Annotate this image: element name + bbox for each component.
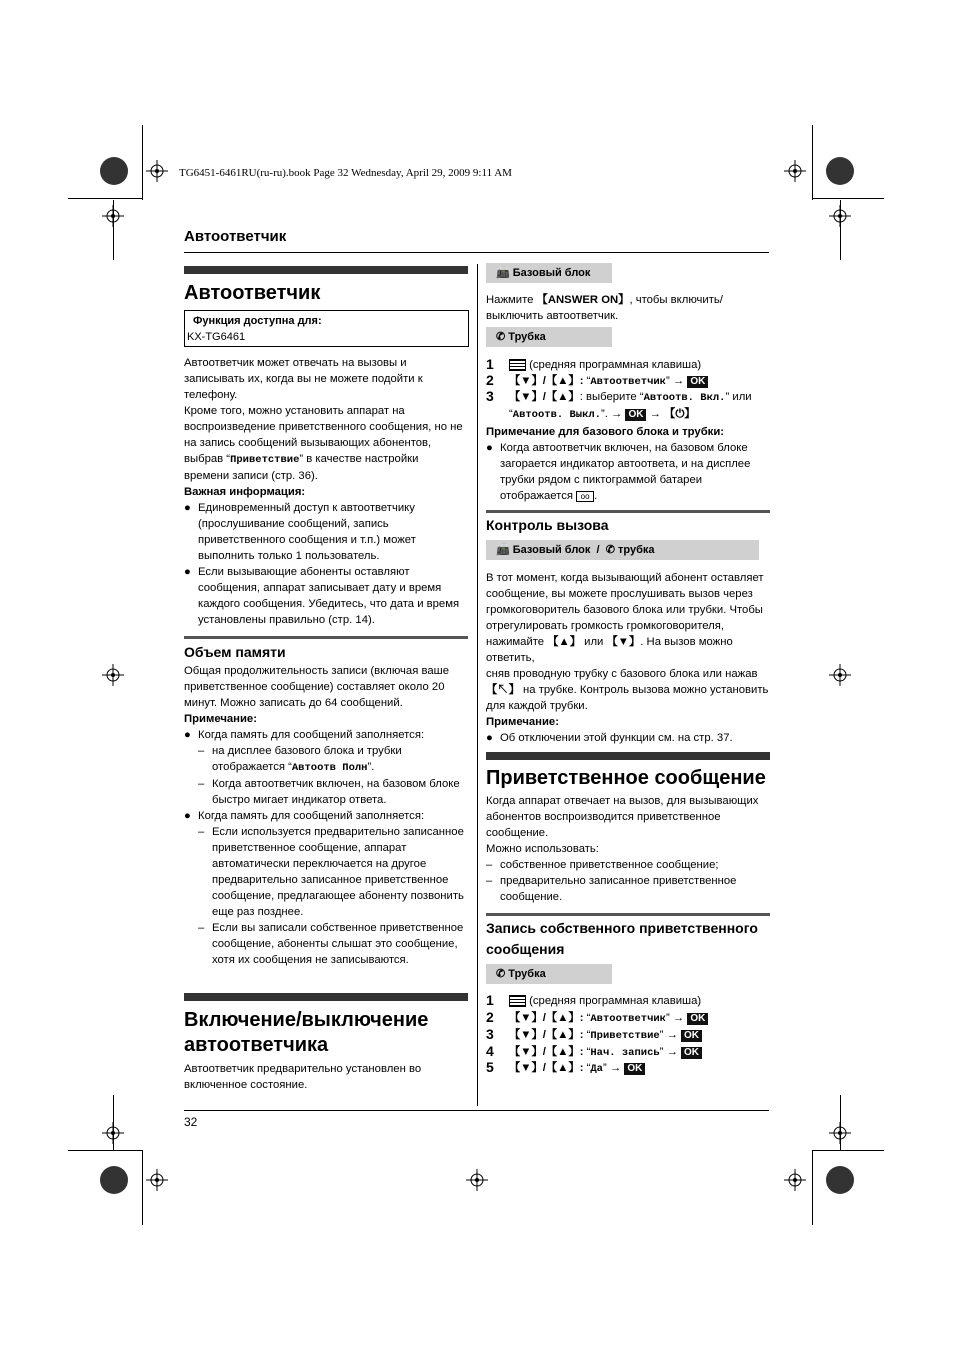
section-rule	[486, 510, 770, 513]
step-3: 【▼】/【▲】: выберите “Автоотв. Вкл.” или “Автоотв. Выкл.”. → OK → 【⏻】	[509, 391, 752, 421]
list-item: – собственное приветственное сообщение;	[486, 859, 719, 871]
handset-icon: ✆	[496, 331, 506, 343]
list-item: ● Об отключении этой функции см. на стр. 37.	[486, 732, 733, 744]
chip-base-and-handset: 📠 Базовый блок / ✆ трубка	[486, 540, 759, 560]
color-target-icon	[826, 157, 854, 185]
registration-target-icon	[829, 1122, 851, 1144]
rec-step-3: 【▼】/【▲】: “Приветствие” → OK	[509, 1027, 702, 1044]
list-item: – Когда автоответчик включен, на базовом блоке быстро мигает индикатор ответа.	[198, 778, 460, 806]
step-number: 2	[486, 1009, 494, 1025]
step-number: 2	[486, 372, 494, 388]
registration-target-icon	[102, 1122, 124, 1144]
step-number: 3	[486, 388, 494, 404]
header-rule	[184, 252, 769, 253]
availability-box	[184, 310, 469, 347]
intro-text: Автоответчик может отвечать на вызовы и записывать их, когда вы не можете подойти к телефону. Кроме того, можно установить аппарат на воспроизведение приветственного сообщения, но не на запись сообщений вызывающих абонентов, выбрав “Приветствие” в качестве настройки времени записи (стр. 36). Важная информация: ● Единовременный доступ к автоответчику (прослушивание сообщений, запись приветственного сообщения и т.п.) может выполнить только 1 пользователь. ● Если вызывающие абоненты оставляют сообщения, аппарат записывает дату и время каждого сообщения. Убедитесь, что дата и время установлены правильно (стр. 14).	[184, 355, 469, 628]
page-number: 32	[184, 1115, 198, 1129]
section-bar	[184, 993, 468, 1001]
greeting-text: Когда аппарат отвечает на вызов, для вызывающих абонентов воспроизводится приветственное сообщение. Можно использовать: – собственное приветственное сообщение; – предварительно записанное приветственное сообщение.	[486, 793, 771, 905]
step-number: 4	[486, 1043, 494, 1059]
step-number: 1	[486, 992, 494, 1008]
running-title: Автоответчик	[184, 228, 287, 245]
footer-rule	[184, 1110, 769, 1111]
important-label: Важная информация:	[184, 486, 306, 498]
step-number: 3	[486, 1026, 494, 1042]
memory-title: Объем памяти	[184, 644, 286, 660]
answering-machine-icon: oo	[576, 491, 594, 502]
registration-target-icon	[146, 160, 168, 182]
chip-handset: ✆ Трубка	[486, 327, 612, 347]
chip-handset: ✆ Трубка	[486, 964, 612, 984]
step-number: 5	[486, 1059, 494, 1075]
registration-target-icon	[829, 205, 851, 227]
availability-model: KX-TG6461	[187, 331, 246, 343]
note-base-handset: Примечание для базового блока и трубки: ● Когда автоответчик включен, на базовом блоке загорается индикатор автоответа, и на дисплее трубки рядом с пиктограммой батареи отображается oo .	[486, 424, 771, 504]
menu-key-icon	[509, 359, 526, 371]
handset-icon: ✆	[605, 544, 615, 556]
base-unit-icon: 📠	[496, 544, 510, 556]
list-item: – предварительно записанное приветственное сообщение.	[486, 875, 737, 903]
section-bar	[486, 752, 770, 760]
rec-step-1: (средняя программная клавиша)	[509, 993, 701, 1009]
note-label: Примечание:	[184, 713, 257, 725]
color-target-icon	[100, 1166, 128, 1194]
list-item: ● Когда память для сообщений заполняется:	[184, 729, 425, 741]
section-rule	[486, 913, 770, 916]
registration-target-icon	[466, 1169, 488, 1191]
onoff-text: Автоответчик предварительно установлен во включенное состояние.	[184, 1063, 422, 1091]
registration-target-icon	[102, 205, 124, 227]
section-bar	[184, 266, 468, 274]
color-target-icon	[100, 157, 128, 185]
section-rule	[184, 636, 468, 639]
step-2: 【▼】/【▲】: “Автоответчик” → OK	[509, 373, 708, 390]
list-item: – Если используется предварительно записанное приветственное сообщение, аппарат автоматически переключается на другое предварительно записанное приветственное сообщение, предлагающее абоненту позвонить еще раз позднее.	[198, 826, 464, 918]
call-screening-text: В тот момент, когда вызывающий абонент оставляет сообщение, вы можете прослушивать вызов через громкоговоритель базового блока или трубки. Чтобы отрегулировать громкость громкоговорителя, нажимайте 【▲】 или 【▼】. На вызов можно ответить, сняв проводную трубку с базового блока или нажав 【↖】 на трубке. Контроль вызова можно установить для каждой трубки. Примечание: ● Об отключении этой функции см. на стр. 37.	[486, 570, 771, 746]
step-1: (средняя программная клавиша)	[509, 357, 701, 373]
onoff-title: Включение/выключение автоответчика	[184, 1009, 429, 1056]
handset-icon: ✆	[496, 968, 506, 980]
answerer-title: Автоответчик	[184, 282, 321, 304]
list-item: ● Единовременный доступ к автоответчику (прослушивание сообщений, запись приветственного сообщения и т.п.) может выполнить только 1 пользователь.	[184, 502, 416, 562]
list-item: ● Если вызывающие абоненты оставляют сообщения, аппарат записывает дату и время каждого сообщения. Убедитесь, что дата и время установлены правильно (стр. 14).	[184, 566, 460, 626]
list-item: – на дисплее базового блока и трубки отображается “Автоотв Полн”.	[198, 745, 402, 774]
chip-base-unit: 📠 Базовый блок	[486, 263, 612, 283]
color-target-icon	[826, 1166, 854, 1194]
answer-on-text: Нажмите 【ANSWER ON】, чтобы включить/ выключить автоответчик.	[486, 294, 723, 322]
rec-step-4: 【▼】/【▲】: “Нач. запись” → OK	[509, 1044, 702, 1061]
registration-target-icon	[784, 1169, 806, 1191]
file-header: TG6451-6461RU(ru-ru).book Page 32 Wednesday, April 29, 2009 9:11 AM	[179, 167, 512, 179]
rec-step-5: 【▼】/【▲】: “Да” → OK	[509, 1060, 645, 1077]
greeting-title: Приветственное сообщение	[486, 767, 766, 789]
record-greeting-title: Запись собственного приветственного сообщения	[486, 920, 758, 957]
list-item: ● Когда автоответчик включен, на базовом блоке загорается индикатор автоответа, и на дисплее трубки рядом с пиктограммой батареи отображается oo .	[486, 442, 751, 502]
list-item: – Если вы записали собственное приветственное сообщение, абоненты слышат это сообщение, хотя их сообщения не записываются.	[198, 922, 464, 966]
registration-target-icon	[784, 160, 806, 182]
menu-key-icon	[509, 995, 526, 1007]
rec-step-2: 【▼】/【▲】: “Автоответчик” → OK	[509, 1010, 708, 1027]
memory-text: Общая продолжительность записи (включая ваше приветственное сообщение) составляет около 20 минут. Можно записать до 64 сообщений. Примечание: ● Когда память для сообщений заполняется: – на дисплее базового блока и трубки отображается “Автоотв Полн”. – Когда автоответчик включен, на базовом блоке быстро мигает индикатор ответа. ● Когда память для сообщений заполняется: – Если используется предварительно записанное приветственное сообщение, аппарат автоматически переключается на другое предварительно записанное приветственное сообщение, предлагающее абоненту позвонить еще раз позднее. – Если вы записали собственное приветственное сообщение, абоненты слышат это сообщение, хотя их сообщения не записываются.	[184, 663, 469, 968]
registration-target-icon	[829, 664, 851, 686]
call-screening-title: Контроль вызова	[486, 517, 609, 533]
availability-label: Функция доступна для:	[193, 315, 322, 327]
step-number: 1	[486, 356, 494, 372]
column-divider	[477, 264, 478, 1106]
list-item: ● Когда память для сообщений заполняется:	[184, 810, 425, 822]
base-unit-icon: 📠	[496, 267, 510, 279]
registration-target-icon	[102, 664, 124, 686]
registration-target-icon	[146, 1169, 168, 1191]
